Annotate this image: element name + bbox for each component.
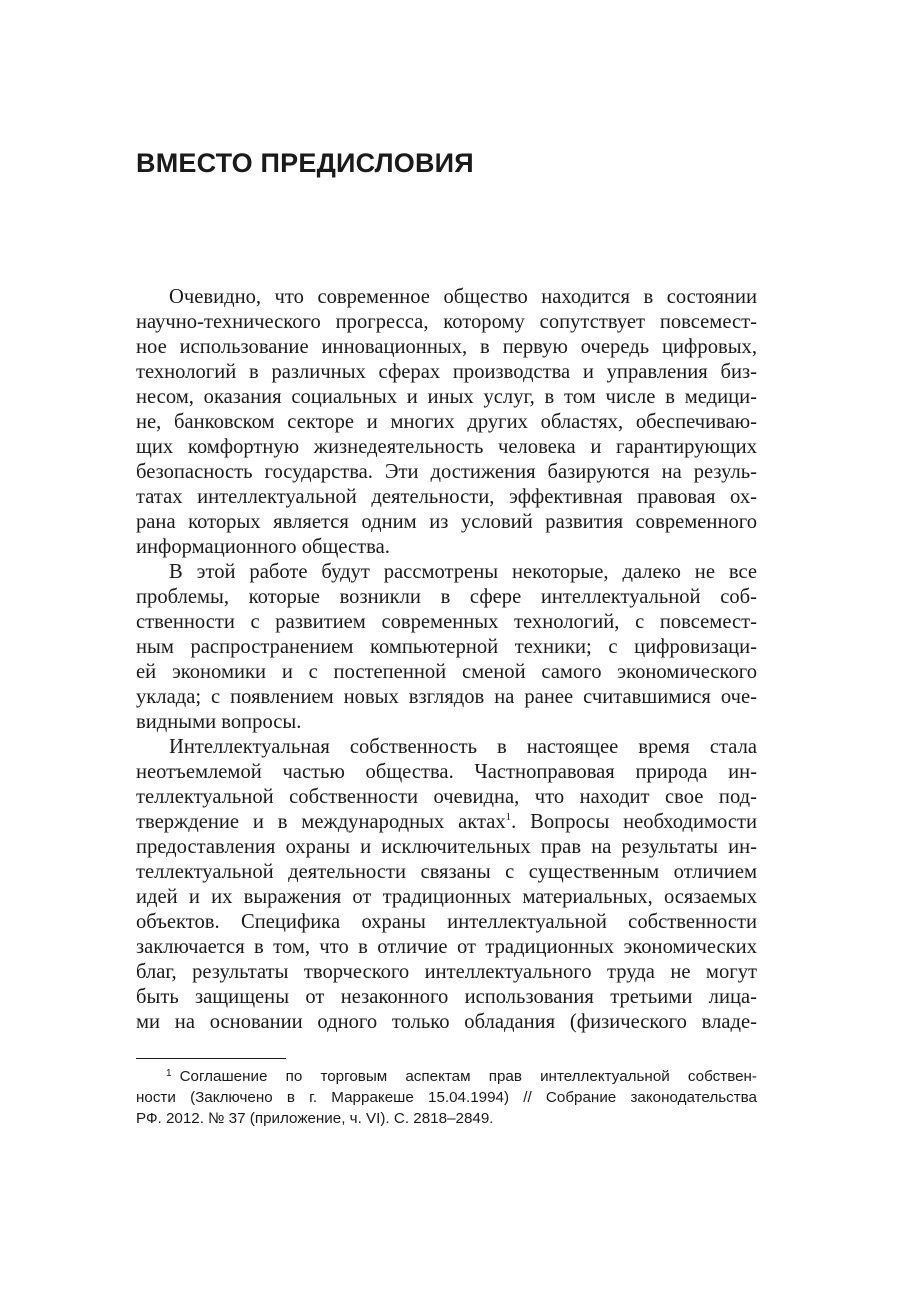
footnote-line: ности (Заключено в г. Марракеше 15.04.1994) // Собрание законодательства — [136, 1089, 757, 1106]
text-line: несом, оказания социальных и иных услуг, в том числе в медици- — [136, 386, 757, 408]
text-line: заключается в том, что в отличие от традиционных экономических — [136, 936, 757, 958]
text-line: проблемы, которые возникли в сфере интеллектуальной соб- — [136, 586, 757, 608]
text-line: ственности с развитием современных технологий, с повсемест- — [136, 611, 757, 633]
text-line: предоставления охраны и исключительных прав на результаты ин- — [136, 836, 757, 858]
text-line: татах интеллектуальной деятельности, эффективная правовая ох- — [136, 486, 757, 508]
footnote-line: РФ. 2012. № 37 (приложение, ч. VI). С. 2818–2849. — [136, 1110, 494, 1127]
text-line: ным распространением компьютерной техники; с цифровизаци- — [136, 636, 757, 658]
footnote-line: $^1$ Соглашение по торговым аспектам прав интеллектуальной собствен- — [166, 1068, 757, 1085]
text-line: технологий в различных сферах производства и управления биз- — [136, 361, 757, 383]
text-line: идей и их выражения от традиционных материальных, осязаемых — [136, 886, 757, 908]
text-line: теллектуальной деятельности связаны с существенным отличием — [136, 861, 757, 883]
text-line: не, банковском секторе и многих других областях, обеспечиваю- — [136, 411, 757, 433]
text-line: Интеллектуальная собственность в настоящее время стала — [169, 736, 757, 758]
footnote-mark: 1 — [166, 1068, 172, 1079]
footnote-separator — [136, 1058, 286, 1059]
text-line: информационного общества. — [136, 536, 390, 558]
text-line: В этой работе будут рассмотрены некоторые, далеко не все — [169, 561, 757, 583]
footnotes — [136, 1066, 757, 1129]
chapter-heading: ВМЕСТО ПРЕДИСЛОВИЯ — [136, 148, 474, 178]
text-line: неотъемлемой частью общества. Частноправовая природа ин- — [136, 761, 757, 783]
footnote-reference: 1 — [505, 811, 512, 823]
text-line: безопасность государства. Эти достижения базируются на резуль- — [136, 461, 757, 483]
text-line: тверждение и в международных актах$^1$. Вопросы необходимости — [136, 811, 757, 833]
text-line: ное использование инновационных, в первую очередь цифровых, — [136, 336, 757, 358]
text-line: научно-технического прогресса, которому сопутствует повсемест- — [136, 311, 757, 333]
text-line: Очевидно, что современное общество находится в состоянии — [169, 286, 757, 308]
text-line: ей экономики и с постепенной сменой самого экономического — [136, 661, 757, 683]
main-text — [136, 285, 757, 1035]
text-line: объектов. Специфика охраны интеллектуальной собственности — [136, 911, 757, 933]
text-line: быть защищены от незаконного использования третьими лица- — [136, 986, 757, 1008]
text-line: теллектуальной собственности очевидна, что находит свое под- — [136, 786, 757, 808]
text-line: благ, результаты творческого интеллектуального труда не могут — [136, 961, 757, 983]
text-line: рана которых является одним из условий развития современного — [136, 511, 757, 533]
text-line: ми на основании одного только обладания (физического владе- — [136, 1011, 757, 1033]
text-line: видными вопросы. — [136, 711, 302, 733]
text-line: щих комфортную жизнедеятельность человека и гарантирующих — [136, 436, 757, 458]
text-line: уклада; с появлением новых взглядов на ранее считавшимися оче- — [136, 686, 757, 708]
